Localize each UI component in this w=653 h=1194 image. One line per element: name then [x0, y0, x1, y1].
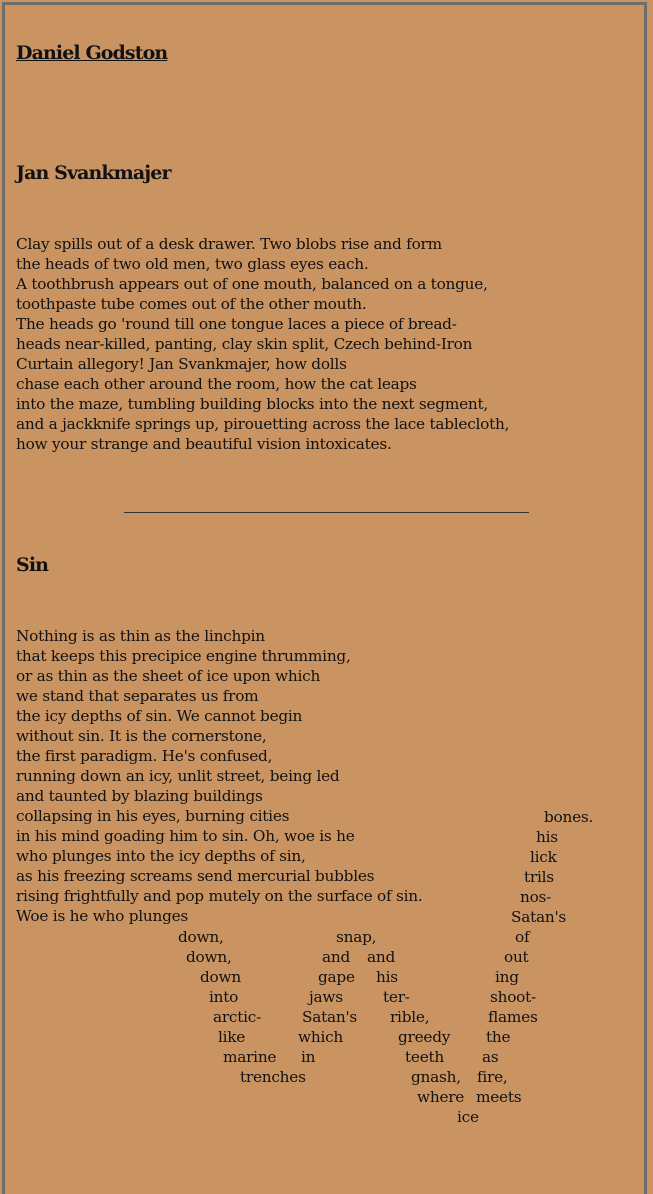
poem-body-sin [16, 626, 422, 926]
poem-line: collapsing in his eyes, burning cities [16, 807, 290, 825]
shape-word: jaws [309, 988, 343, 1006]
poem-line: rising frightfully and pop mutely on the surface of sin. [16, 887, 423, 905]
shape-word: ing [495, 968, 519, 986]
poem-line: heads near-killed, panting, clay skin split, Czech behind-Iron [16, 335, 473, 353]
shape-word: lick [530, 848, 557, 866]
author-name: Daniel Godston [16, 42, 168, 64]
poem-line: or as thin as the sheet of ice upon which [16, 667, 321, 685]
shape-word: marine [223, 1048, 277, 1066]
shape-word: gape [318, 968, 355, 986]
poem-line: we stand that separates us from [16, 687, 259, 705]
poem-line: as his freezing screams send mercurial bubbles [16, 867, 375, 885]
poem-line: without sin. It is the cornerstone, [16, 727, 267, 745]
shape-word: shoot- [490, 988, 536, 1006]
section-divider [124, 512, 529, 513]
shape-word: which [298, 1028, 344, 1046]
poem-line: and taunted by blazing buildings [16, 787, 263, 805]
shape-word: trenches [240, 1068, 306, 1086]
poem-title-svankmajer: Jan Svankmajer [16, 162, 171, 184]
shape-word: flames [488, 1008, 538, 1026]
shape-word: and [322, 948, 351, 966]
poem-line: into the maze, tumbling building blocks into the next segment, [16, 395, 489, 413]
shape-word: arctic- [213, 1008, 262, 1026]
shape-word: Satan's [511, 908, 567, 926]
shape-word: of [515, 928, 530, 946]
poem-line: Nothing is as thin as the linchpin [16, 627, 265, 645]
poem-line: the heads of two old men, two glass eyes each. [16, 255, 369, 273]
poem-line: the icy depths of sin. We cannot begin [16, 707, 303, 725]
shape-word: like [218, 1028, 246, 1046]
poem-line: running down an icy, unlit street, being led [16, 767, 340, 785]
shape-word: where [417, 1088, 465, 1106]
shape-word: ter- [383, 988, 410, 1006]
shape-word: as [482, 1048, 499, 1066]
shape-word: snap, [336, 928, 377, 946]
shape-word: fire, [477, 1068, 508, 1086]
poem-line: toothpaste tube comes out of the other mouth. [16, 295, 367, 313]
poem-line: chase each other around the room, how the cat leaps [16, 375, 417, 393]
shape-word: rible, [390, 1008, 430, 1026]
shape-word: down [200, 968, 241, 986]
poem-line: Clay spills out of a desk drawer. Two blobs rise and form [16, 235, 442, 253]
poem-line: that keeps this precipice engine thrumming, [16, 647, 351, 665]
poem-line: Curtain allegory! Jan Svankmajer, how dolls [16, 355, 347, 373]
shape-word: his [536, 828, 558, 846]
poem-line: and a jackknife springs up, pirouetting across the lace tablecloth, [16, 415, 510, 433]
shape-word: trils [524, 868, 554, 886]
shape-word: his [376, 968, 398, 986]
poem-title-sin: Sin [16, 554, 49, 576]
poem-line: A toothbrush appears out of one mouth, balanced on a tongue, [16, 275, 488, 293]
poem-line: in his mind goading him to sin. Oh, woe is he [16, 827, 355, 845]
shape-word: and [367, 948, 396, 966]
poem-line: how your strange and beautiful vision intoxicates. [16, 435, 392, 453]
shape-word: nos- [520, 888, 552, 906]
shape-word: the [486, 1028, 511, 1046]
shape-word: out [504, 948, 529, 966]
poem-body-svankmajer [16, 234, 509, 454]
shape-word: in [301, 1048, 316, 1066]
shape-word: greedy [398, 1028, 451, 1046]
poem-line: the first paradigm. He's confused, [16, 747, 273, 765]
shape-word: into [209, 988, 239, 1006]
shape-word: teeth [405, 1048, 445, 1066]
shape-word: down, [178, 928, 224, 946]
poem-line: Woe is he who plunges [16, 907, 189, 925]
poem-line: The heads go 'round till one tongue laces a piece of bread- [16, 315, 457, 333]
shape-word: down, [186, 948, 232, 966]
poem-line: who plunges into the icy depths of sin, [16, 847, 306, 865]
shape-word: gnash, [411, 1068, 461, 1086]
shape-word: bones. [544, 808, 594, 826]
shape-word: ice [457, 1108, 479, 1126]
shape-word: meets [476, 1088, 522, 1106]
shape-word: Satan's [302, 1008, 358, 1026]
